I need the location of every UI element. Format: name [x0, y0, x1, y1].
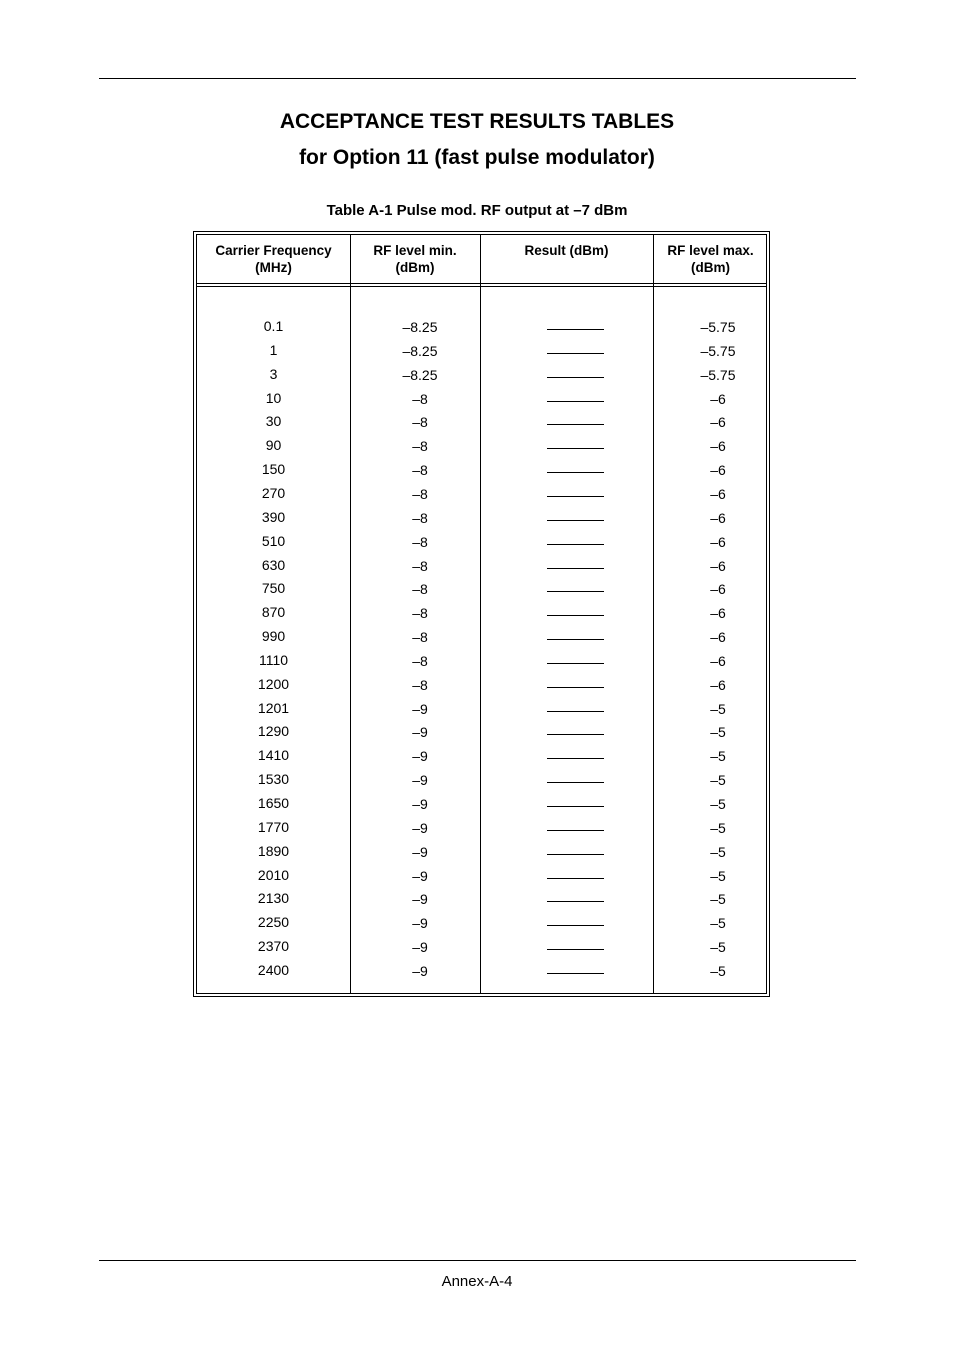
table-row: [197, 341, 766, 365]
result-entry-blank[interactable]: [547, 842, 604, 855]
carrier-frequency-cell: 510: [261, 532, 286, 549]
rf-level-max-cell: –6: [710, 509, 726, 526]
carrier-frequency-cell: 390: [261, 508, 286, 525]
carrier-frequency-cell: 1110: [258, 651, 289, 668]
result-entry-blank[interactable]: [547, 532, 604, 545]
results-table: [193, 231, 770, 997]
rf-level-min-cell: –8: [412, 438, 428, 455]
table-row: [197, 460, 766, 484]
table-row: [197, 889, 766, 913]
carrier-frequency-cell: 1890: [257, 842, 290, 859]
rf-level-min-cell: –8.25: [402, 319, 438, 335]
rf-level-min-cell: –8: [412, 605, 428, 622]
carrier-frequency-cell: 1: [269, 341, 278, 358]
result-entry-blank[interactable]: [547, 365, 604, 378]
rf-level-max-cell: –5: [710, 915, 726, 932]
table-row: [197, 699, 766, 723]
header-line: Result (dBm): [524, 243, 609, 258]
table-row: [197, 722, 766, 746]
rf-level-min-cell: –8: [412, 533, 428, 550]
result-entry-blank[interactable]: [547, 770, 604, 783]
result-entry-blank[interactable]: [547, 317, 604, 330]
results-table-inner: [196, 234, 767, 994]
table-row: [197, 627, 766, 651]
rf-level-min-cell: –9: [412, 772, 428, 789]
rf-level-max-cell: –5.75: [700, 319, 736, 335]
table-caption: Table A-1 Pulse mod. RF output at –7 dBm: [326, 202, 628, 219]
page-title: ACCEPTANCE TEST RESULTS TABLES: [279, 110, 675, 133]
table-row: [197, 818, 766, 842]
result-entry-blank[interactable]: [547, 818, 604, 831]
carrier-frequency-cell: 1770: [257, 818, 290, 835]
rf-level-max-cell: –6: [710, 462, 726, 479]
rf-level-min-cell: –8: [412, 629, 428, 646]
table-row: [197, 579, 766, 603]
table-row: [197, 675, 766, 699]
result-entry-blank[interactable]: [547, 603, 604, 616]
result-entry-blank[interactable]: [547, 937, 604, 950]
carrier-frequency-cell: 1410: [257, 747, 290, 764]
carrier-frequency-cell: 0.1: [263, 318, 284, 334]
carrier-frequency-cell: 90: [265, 437, 282, 454]
rf-level-max-cell: –5: [710, 819, 726, 836]
carrier-frequency-cell: 1200: [257, 675, 290, 692]
carrier-frequency-cell: 990: [261, 628, 286, 645]
header-line: RF level max.: [667, 243, 754, 258]
rf-level-min-cell: –8: [412, 676, 428, 693]
table-row: [197, 389, 766, 413]
carrier-frequency-cell: 1290: [257, 723, 290, 740]
carrier-frequency-cell: 30: [265, 413, 282, 430]
result-entry-blank[interactable]: [547, 889, 604, 902]
carrier-frequency-cell: 2370: [257, 938, 290, 955]
carrier-frequency-cell: 10: [265, 389, 282, 406]
carrier-frequency-cell: 3: [269, 365, 278, 382]
result-entry-blank[interactable]: [547, 508, 604, 521]
rf-level-max-cell: –6: [710, 557, 726, 574]
rf-level-min-cell: –9: [412, 867, 428, 884]
table-row: [197, 746, 766, 770]
carrier-frequency-cell: 750: [261, 580, 286, 597]
rf-level-min-cell: –8.25: [402, 342, 438, 359]
rf-level-min-cell: –8: [412, 485, 428, 502]
header-result: [480, 242, 653, 259]
rf-level-max-cell: –6: [710, 652, 726, 669]
carrier-frequency-cell: 2400: [257, 961, 290, 978]
carrier-frequency-cell: 2250: [257, 914, 290, 931]
result-entry-blank[interactable]: [547, 675, 604, 688]
rf-level-max-cell: –6: [710, 414, 726, 431]
rf-level-max-cell: –5.75: [700, 366, 736, 383]
rf-level-max-cell: –6: [710, 629, 726, 646]
table-row: [197, 842, 766, 866]
rf-level-min-cell: –8: [412, 557, 428, 574]
header-line: (dBm): [395, 260, 435, 275]
carrier-frequency-cell: 870: [261, 604, 286, 621]
table-row: [197, 603, 766, 627]
carrier-frequency-cell: 2130: [257, 890, 290, 907]
header-rf-level-min: [350, 242, 480, 276]
rf-level-max-cell: –6: [710, 438, 726, 455]
rf-level-max-cell: –6: [710, 581, 726, 598]
rf-level-max-cell: –5: [710, 748, 726, 765]
table-row: [197, 436, 766, 460]
table-row: [197, 365, 766, 389]
rf-level-max-cell: –5: [710, 724, 726, 741]
table-row: [197, 484, 766, 508]
rf-level-max-cell: –5: [710, 772, 726, 789]
result-entry-blank[interactable]: [547, 341, 604, 354]
result-entry-blank[interactable]: [547, 627, 604, 640]
page-number: Annex-A-4: [441, 1273, 513, 1290]
rf-level-max-cell: –6: [710, 485, 726, 502]
table-row: [197, 866, 766, 890]
table-row: [197, 532, 766, 556]
rf-level-min-cell: –9: [412, 843, 428, 860]
rf-level-max-cell: –5: [710, 796, 726, 812]
header-rule: [99, 78, 856, 79]
rf-level-max-cell: –6: [710, 533, 726, 550]
rf-level-min-cell: –9: [412, 962, 428, 979]
carrier-frequency-cell: 270: [261, 484, 286, 501]
page-subtitle: for Option 11 (fast pulse modulator): [299, 146, 655, 169]
carrier-frequency-cell: 1530: [257, 771, 290, 788]
rf-level-max-cell: –5: [710, 962, 726, 979]
rf-level-min-cell: –9: [412, 939, 428, 956]
rf-level-min-cell: –8: [412, 652, 428, 669]
rf-level-min-cell: –8.25: [402, 366, 438, 383]
rf-level-min-cell: –8: [412, 390, 428, 407]
header-line: (MHz): [255, 260, 292, 275]
carrier-frequency-cell: 630: [261, 556, 286, 573]
result-entry-blank[interactable]: [547, 651, 604, 664]
rf-level-min-cell: –8: [412, 509, 428, 526]
rf-level-max-cell: –6: [710, 605, 726, 622]
rf-level-min-cell: –9: [412, 891, 428, 908]
table-row: [197, 412, 766, 436]
rf-level-max-cell: –5: [710, 843, 726, 860]
header-line: RF level min.: [373, 243, 457, 258]
rf-level-max-cell: –5: [710, 700, 726, 717]
result-entry-blank[interactable]: [547, 579, 604, 592]
table-row: [197, 556, 766, 580]
header-line: Carrier Frequency: [215, 243, 332, 258]
result-entry-blank[interactable]: [547, 794, 604, 807]
rf-level-max-cell: –5: [710, 939, 726, 956]
header-line: (dBm): [691, 260, 730, 275]
rf-level-min-cell: –8: [412, 414, 428, 431]
header-rf-level-max: [653, 242, 768, 276]
carrier-frequency-cell: 150: [261, 461, 286, 478]
carrier-frequency-cell: 1201: [257, 699, 290, 716]
rf-level-min-cell: –9: [412, 748, 428, 765]
carrier-frequency-cell: 1650: [257, 795, 290, 811]
result-entry-blank[interactable]: [547, 460, 604, 473]
rf-level-max-cell: –6: [710, 676, 726, 693]
rf-level-min-cell: –9: [412, 796, 428, 812]
result-entry-blank[interactable]: [547, 556, 604, 569]
result-entry-blank[interactable]: [547, 699, 604, 712]
result-entry-blank[interactable]: [547, 866, 604, 879]
rf-level-max-cell: –5: [710, 891, 726, 908]
header-divider: [197, 286, 766, 287]
rf-level-min-cell: –9: [412, 700, 428, 717]
table-row: [197, 961, 766, 985]
rf-level-min-cell: –9: [412, 724, 428, 741]
result-entry-blank[interactable]: [547, 913, 604, 926]
result-entry-blank[interactable]: [547, 484, 604, 497]
result-entry-blank[interactable]: [547, 961, 604, 974]
table-row: [197, 937, 766, 961]
rf-level-min-cell: –9: [412, 819, 428, 836]
rf-level-max-cell: –6: [710, 390, 726, 407]
table-row: [197, 651, 766, 675]
header-divider: [197, 283, 766, 284]
result-entry-blank[interactable]: [547, 436, 604, 449]
footer-rule: [99, 1260, 856, 1261]
rf-level-min-cell: –9: [412, 915, 428, 932]
result-entry-blank[interactable]: [547, 412, 604, 425]
table-row: [197, 508, 766, 532]
rf-level-max-cell: –5: [710, 867, 726, 884]
table-row: [197, 794, 766, 818]
header-carrier-frequency: [197, 242, 350, 276]
result-entry-blank[interactable]: [547, 722, 604, 735]
carrier-frequency-cell: 2010: [257, 866, 290, 883]
rf-level-min-cell: –8: [412, 462, 428, 479]
table-row: [197, 770, 766, 794]
table-row: [197, 913, 766, 937]
rf-level-min-cell: –8: [412, 581, 428, 598]
table-row: [197, 317, 766, 341]
result-entry-blank[interactable]: [547, 389, 604, 402]
rf-level-max-cell: –5.75: [700, 342, 736, 359]
result-entry-blank[interactable]: [547, 746, 604, 759]
